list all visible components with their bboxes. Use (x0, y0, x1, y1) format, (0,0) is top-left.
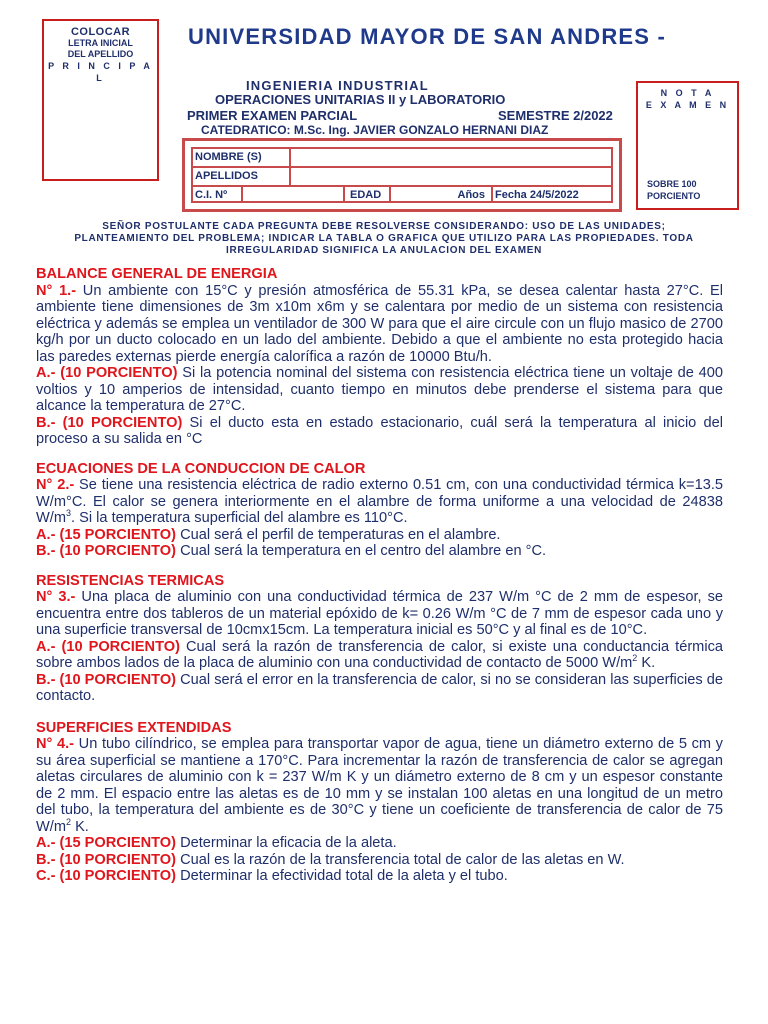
section-title-q3: RESISTENCIAS TERMICAS (36, 572, 225, 589)
question-1-number: N° 1.- (36, 282, 77, 299)
grade-box-scale (647, 178, 700, 202)
section-title-q4: SUPERFICIES EXTENDIDAS (36, 719, 232, 736)
question-2a (36, 527, 723, 544)
grade-box (636, 81, 739, 210)
surname-row (193, 168, 611, 187)
question-4a-text: Determinar la eficacia de la aleta. (176, 835, 397, 851)
question-4b-label: B.- (10 PORCIENTO) (36, 851, 177, 868)
question-3b (36, 672, 723, 705)
question-1a-label: A.- (10 PORCIENTO) (36, 365, 178, 381)
question-3b-label: B.- (10 PORCIENTO) (36, 671, 177, 688)
question-1 (36, 283, 723, 366)
instructions (40, 221, 728, 257)
question-4-text-a: Un tubo cilíndrico, se emplea para transportar vapor de agua, tiene un diámetro externo de 5 cm y su área superficial se mantiene a 170°C. Para incrementar la razón de transferencia de calor se agregan aletas circulares de aluminio con k = 237 W/m K y un diámetro externo de 8 cm y un espesor constante de 2 mm. El espacio entre las aletas es de 10 mm y se instalan 100 aletas en una longitud de un metro del tubo, la temperatura del ambiente es de 30°C y tiene un coeficiente de transferencia de calor de 75 W/m (36, 736, 723, 835)
student-data-form (182, 138, 622, 212)
question-4c-text: Determinar la efectividad total de la aleta y el tubo. (176, 868, 508, 884)
question-2b-text: Cual será la temperatura en el centro del alambre en °C. (176, 543, 547, 559)
question-4b (36, 852, 723, 869)
name-label: NOMBRE (S) (193, 149, 291, 166)
question-4a (36, 835, 723, 852)
question-4c (36, 868, 723, 885)
instructions-line1: SEÑOR POSTULANTE CADA PREGUNTA DEBE RESOLVERSE CONSIDERANDO: USO DE LAS UNIDADES; (102, 221, 666, 232)
teacher-label: CATEDRATICO: M.Sc. Ing. JAVIER GONZALO HERNANI DIAZ (201, 123, 549, 137)
university-title: UNIVERSIDAD MAYOR DE SAN ANDRES - (188, 24, 667, 49)
letter-box-line1: COLOCAR (70, 26, 131, 38)
question-3-number: N° 3.- (36, 589, 76, 605)
years-label: Años (391, 187, 493, 203)
question-2 (36, 477, 723, 527)
grade-box-line1: N O T A (660, 88, 715, 98)
question-1b-label: B.- (10 PORCIENTO) (36, 414, 183, 431)
question-3a (36, 639, 723, 672)
question-1a-text: Si la potencia nominal del sistema con resistencia eléctrica tiene un voltaje de 400 voltios y 10 amperios de intensidad, cuanto tiempo en minutos debe prenderse el sistema para que alcance la temperatura de 27°C. (36, 365, 723, 414)
question-4 (36, 736, 723, 835)
question-2a-label: A.- (15 PORCIENTO) (36, 526, 177, 543)
question-2b-label: B.- (10 PORCIENTO) (36, 543, 177, 559)
name-row (193, 149, 611, 168)
question-2a-text: Cual será el perfil de temperaturas en el alambre. (176, 526, 501, 543)
section-title-q1: BALANCE GENERAL DE ENERGIA (36, 266, 278, 282)
instructions-line2: PLANTEAMIENTO DEL PROBLEMA; INDICAR LA TABLA O GRAFICA QUE UTILIZO PARA LAS PROPIEDADES. TODA (74, 233, 694, 244)
age-label: EDAD (345, 187, 391, 203)
question-2-text-b: . Si la temperatura superficial del alambre es 110°C. (71, 510, 408, 526)
section-title-q2: ECUACIONES DE LA CONDUCCION DE CALOR (36, 460, 366, 477)
letter-box-line2: LETRA INICIAL (68, 38, 133, 48)
question-3b-text: Cual será el error en la transferencia de calor, si no se consideran las superficies de contacto. (36, 671, 723, 704)
letter-box-line4: P R I N C I P A L (48, 61, 153, 83)
instructions-line3: IRREGULARIDAD SIGNIFICA LA ANULACION DEL EXAMEN (225, 245, 543, 256)
date-label: Fecha 24/5/2022 (495, 189, 579, 201)
exam-questions (36, 266, 723, 885)
question-3-text: Una placa de aluminio con una conductividad térmica de 237 W/m °C de 2 mm de espesor, se encuentra entre dos tableros de un material epóxido de k= 0.26 W/m °C de 7 mm de espesor cada uno y una superficie transversal de 10cmx15cm. La temperatura inicial es 50°C y al final es de 10°C. (36, 589, 723, 638)
course-title: OPERACIONES UNITARIAS II y LABORATORIO (215, 92, 506, 107)
question-3a-text-b: K. (637, 655, 656, 671)
question-4-number: N° 4.- (36, 736, 75, 752)
exam-title: PRIMER EXAMEN PARCIAL (187, 108, 358, 123)
student-data-table (191, 147, 613, 203)
question-3a-sup: 2 (632, 653, 638, 664)
question-1b-text: Si el ducto esta en estado estacionario, cuál será la temperatura al inicio del proceso a su salida en °C (36, 414, 723, 447)
question-4b-text: Cual es la razón de la transferencia total de calor de las aletas en W. (176, 851, 625, 868)
grade-box-line2: E X A M E N (645, 100, 730, 110)
question-2b (36, 543, 723, 560)
grade-box-line3: SOBRE 100 (647, 179, 697, 189)
faculty-title: INGENIERIA INDUSTRIAL (246, 80, 429, 90)
id-row (193, 187, 611, 203)
letter-box-line3: DEL APELLIDO (67, 49, 134, 59)
question-3a-label: A.- (10 PORCIENTO) (36, 638, 180, 655)
ci-label: C.I. Nº (193, 187, 243, 203)
surname-field[interactable] (291, 168, 611, 185)
question-4a-label: A.- (15 PORCIENTO) (36, 835, 177, 851)
question-2-sup: 3 (66, 508, 72, 519)
question-1a (36, 365, 723, 415)
question-3a-text-a: Cual será la razón de transferencia de calor, si existe una conductancia térmica sobre ambos lados de la placa de aluminio con una conductividad de contacto de 5000 W/m (36, 638, 723, 671)
ci-field[interactable] (243, 187, 345, 203)
surname-initial-box (42, 19, 159, 181)
question-3 (36, 589, 723, 639)
semester-label: SEMESTRE 2/2022 (498, 108, 613, 123)
name-field[interactable] (291, 149, 611, 166)
question-4-text-b: K. (71, 818, 89, 835)
surname-label: APELLIDOS (193, 168, 291, 185)
question-1-text: Un ambiente con 15°C y presión atmosférica de 55.31 kPa, se desea calentar hasta 27°C. El ambiente tiene dimensiones de 3m x10m x6m y se calentara por medio de un sistema con resistencia eléctrica y además se emplea un ventilador de 300 W para que el aire circule con un flujo masico de 2700 kg/h por un ducto colocado en un lado del ambiente. Debido a que el ambiente no esta protegido hacia las paredes externas pierde energía calorífica a razón de 10000 Btu/h. (36, 282, 723, 365)
question-4-sup: 2 (66, 816, 72, 827)
question-2-text-a: Se tiene una resistencia eléctrica de radio externo 0.51 cm, con una conductividad térmica k=13.5 W/m°C. El calor se genera interiormente en el alambre de forma uniforme a una velocidad de 24838 W/m (36, 477, 723, 526)
question-2-number: N° 2.- (36, 477, 75, 493)
question-1b (36, 415, 723, 448)
grade-box-line4: PORCIENTO (647, 191, 701, 201)
question-4c-label: C.- (10 PORCIENTO) (36, 868, 177, 884)
